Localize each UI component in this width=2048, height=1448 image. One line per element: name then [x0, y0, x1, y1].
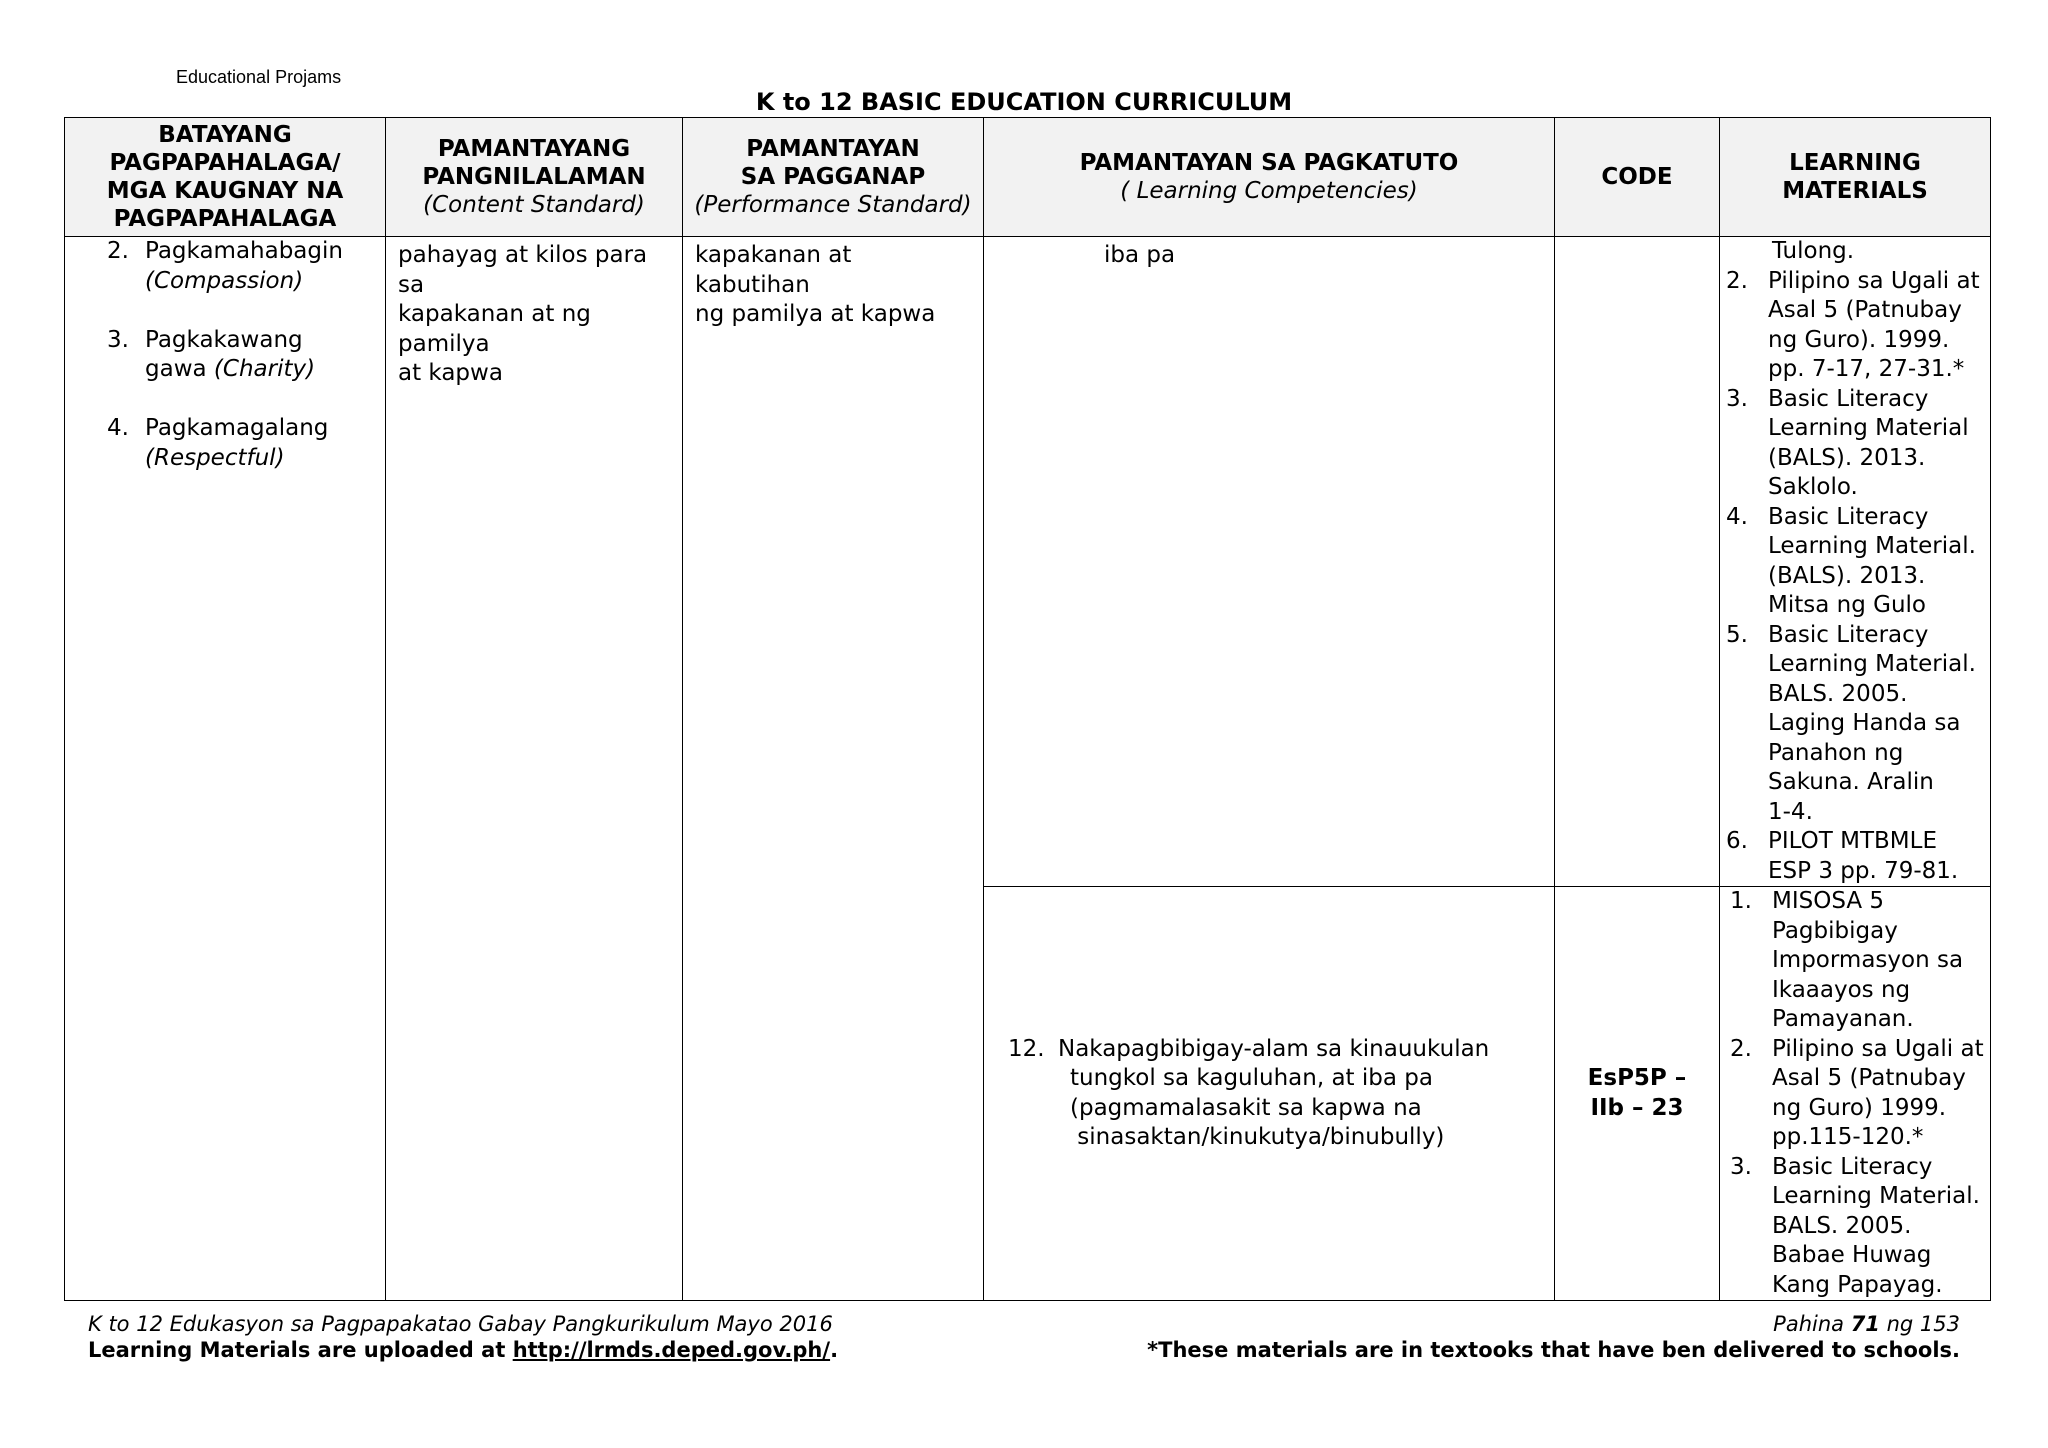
item-text — [1772, 1035, 1990, 1153]
item-text — [1772, 887, 1990, 1035]
page-prefix: Pahina — [1773, 1312, 1851, 1336]
header-content-standard — [386, 118, 683, 237]
page-num: 71 — [1850, 1312, 1880, 1336]
header-core-values — [65, 118, 386, 237]
curriculum-table — [64, 117, 1991, 1301]
item-line: BALS. 2005. — [1772, 1212, 1912, 1239]
item-line: (BALS). 2013. — [1768, 562, 1926, 589]
list-item — [1724, 503, 1990, 621]
item-english: (Charity) — [213, 356, 316, 382]
materials-list — [1720, 887, 1990, 1300]
content-standard-cell — [386, 237, 683, 1301]
lrmds-link[interactable]: http://lrmds.deped.gov.ph/ — [512, 1338, 831, 1362]
item-line: Laging Handa sa — [1768, 710, 1961, 736]
table-header-row — [65, 118, 1991, 237]
list-item — [99, 326, 385, 385]
item-line: Kang Papayag. — [1772, 1271, 1943, 1298]
page-suffix: ng 153 — [1879, 1312, 1960, 1336]
text-line: kapakanan at ng pamilya — [398, 301, 591, 357]
item-line: Learning Material — [1768, 415, 1969, 441]
item-line: sinasaktan/kinukutya/binubully) — [1070, 1124, 1445, 1150]
header-subtitle: ( Learning Competencies) — [1120, 178, 1418, 204]
item-line: Asal 5 (Patnubay — [1768, 297, 1962, 323]
item-number: 2. — [1726, 267, 1748, 294]
text-line: at kapwa — [398, 360, 503, 386]
list-item — [1728, 1035, 1990, 1153]
item-line: Pamayanan. — [1772, 1006, 1914, 1032]
footer-textbook-note: *These materials are in textooks that have ben delivered to schools. — [1147, 1338, 1960, 1362]
item-text — [1052, 1035, 1542, 1153]
competency-cell — [984, 237, 1555, 887]
item-line: Basic Literacy — [1768, 385, 1929, 412]
performance-standard-text — [683, 237, 983, 330]
item-line: Mitsa ng Gulo — [1768, 592, 1926, 618]
text-line: kapakanan at kabutihan — [695, 242, 852, 298]
footer-line-1 — [88, 1312, 1960, 1336]
item-line: MISOSA 5 — [1772, 888, 1885, 914]
text-line: pahayag at kilos para sa — [398, 242, 648, 298]
table-row — [65, 237, 1991, 887]
document-title: K to 12 BASIC EDUCATION CURRICULUM — [755, 88, 1293, 116]
item-line: Pagbibigay — [1772, 917, 1898, 944]
item-line: Ikaaayos ng — [1772, 976, 1911, 1003]
materials-continued: Tulong. — [1772, 238, 1855, 264]
performance-standard-cell — [683, 237, 984, 1301]
code-cell — [1555, 237, 1720, 887]
item-line: Pilipino sa Ugali at — [1772, 1035, 1984, 1062]
item-text — [145, 326, 385, 385]
item-number: 2. — [1730, 1035, 1752, 1062]
item-line: Pagkakawang — [145, 326, 303, 353]
header-subtitle: (Content Standard) — [423, 192, 645, 218]
item-line: Pilipino sa Ugali at — [1768, 267, 1980, 294]
item-line: gawa — [145, 356, 207, 382]
competency-text: iba pa — [1104, 242, 1176, 268]
item-text — [1768, 385, 1990, 503]
item-line: Learning Material. — [1768, 651, 1976, 677]
header-line: PAGPAPAHALAGA — [113, 206, 337, 232]
header-learning-competencies — [984, 118, 1555, 237]
item-line: tungkol sa kaguluhan, at iba pa — [1070, 1065, 1433, 1091]
header-learning-materials — [1720, 118, 1991, 237]
header-line: LEARNING — [1789, 150, 1921, 176]
code-line: IIb – 23 — [1590, 1094, 1684, 1121]
header-line: PAMANTAYAN SA PAGKATUTO — [1079, 150, 1459, 176]
materials-cell — [1720, 237, 1991, 887]
item-line: Basic Literacy — [1768, 621, 1929, 648]
item-line: ESP 3 pp. 79-81. — [1768, 857, 1959, 884]
item-english: (Respectful) — [145, 444, 285, 471]
header-line: PAMANTAYAN — [746, 136, 920, 162]
item-text — [1768, 503, 1990, 621]
item-english: (Compassion) — [145, 267, 304, 294]
page-number — [1773, 1312, 1960, 1336]
item-number: 12. — [1008, 1035, 1045, 1062]
item-number: 3. — [1730, 1153, 1752, 1180]
competency-cell — [984, 887, 1555, 1301]
item-line: Impormasyon sa — [1772, 947, 1964, 973]
item-text — [1772, 1153, 1990, 1301]
list-item — [1728, 1153, 1990, 1301]
header-line: MATERIALS — [1782, 178, 1928, 204]
list-item — [1728, 887, 1990, 1035]
materials-list — [1720, 267, 1990, 887]
header-line: PAMANTAYANG — [437, 136, 631, 162]
footer-upload-note: Learning Materials are uploaded at — [88, 1338, 513, 1362]
item-number: 5. — [1726, 621, 1748, 648]
item-line: Pagkamahabagin — [145, 238, 343, 264]
item-line: (pagmamalasakit sa kapwa na — [1070, 1094, 1422, 1121]
footer-period: . — [830, 1338, 839, 1362]
item-line: Sakuna. Aralin — [1768, 769, 1934, 795]
item-number: 3. — [1726, 385, 1748, 412]
item-text — [145, 237, 385, 296]
item-text — [1768, 267, 1990, 385]
item-text — [1768, 621, 1990, 828]
text-line: ng pamilya at kapwa — [695, 301, 936, 327]
list-item — [1724, 621, 1990, 828]
competency-12 — [984, 1035, 1554, 1153]
list-item — [1724, 385, 1990, 503]
materials-cell — [1720, 887, 1991, 1301]
footer-line-2 — [88, 1338, 1960, 1362]
item-line: Babae Huwag — [1772, 1242, 1932, 1268]
code-cell — [1555, 887, 1720, 1301]
content-standard-text — [386, 237, 682, 389]
header-line: MGA KAUGNAY NA — [106, 178, 344, 204]
item-line: (BALS). 2013. — [1768, 444, 1926, 471]
code-line: EsP5P – — [1587, 1065, 1687, 1091]
item-text — [1768, 827, 1990, 886]
header-line: PANGNILALAMAN — [422, 164, 646, 190]
item-line: Pagkamagalang — [145, 415, 329, 441]
item-number: 3. — [107, 326, 129, 353]
item-number: 2. — [107, 238, 129, 264]
item-line: ng Guro). 1999. — [1768, 326, 1950, 353]
item-number: 4. — [107, 415, 129, 441]
item-line: Basic Literacy — [1768, 503, 1929, 530]
item-line: Nakapagbibigay-alam sa kinauukulan — [1058, 1035, 1490, 1062]
item-number: 1. — [1730, 888, 1752, 914]
header-line: PAGPAPAHALAGA/ — [109, 150, 341, 176]
item-line: Saklolo. — [1768, 474, 1858, 500]
list-item — [99, 414, 385, 473]
footer-guide-title: K to 12 Edukasyon sa Pagpapakatao Gabay Pangkurikulum Mayo 2016 — [88, 1312, 833, 1336]
item-line: 1-4. — [1768, 798, 1813, 825]
item-line: PILOT MTBMLE — [1768, 828, 1937, 854]
item-line: pp.115-120.* — [1772, 1124, 1924, 1150]
item-line: pp. 7-17, 27-31.* — [1768, 356, 1965, 382]
item-line: Panahon ng — [1768, 739, 1904, 766]
item-line: Basic Literacy — [1772, 1153, 1933, 1180]
header-subtitle: (Performance Standard) — [694, 192, 972, 218]
list-item — [99, 237, 385, 296]
header-code: CODE — [1555, 118, 1720, 237]
core-values-cell — [65, 237, 386, 1301]
header-performance-standard — [683, 118, 984, 237]
header-line: BATAYANG — [158, 122, 292, 148]
item-line: Asal 5 (Patnubay — [1772, 1065, 1966, 1091]
item-number: 4. — [1726, 503, 1748, 530]
item-line: Learning Material. — [1772, 1183, 1980, 1209]
item-line: Learning Material. — [1768, 533, 1976, 559]
item-number: 6. — [1726, 828, 1748, 854]
watermark-text: Educational Projams — [176, 67, 342, 87]
values-list — [65, 237, 385, 473]
list-item — [1724, 267, 1990, 385]
list-item — [1724, 827, 1990, 886]
item-line: ng Guro) 1999. — [1772, 1094, 1947, 1121]
header-line: SA PAGGANAP — [740, 164, 926, 190]
item-text — [145, 414, 385, 473]
item-line: BALS. 2005. — [1768, 680, 1908, 707]
